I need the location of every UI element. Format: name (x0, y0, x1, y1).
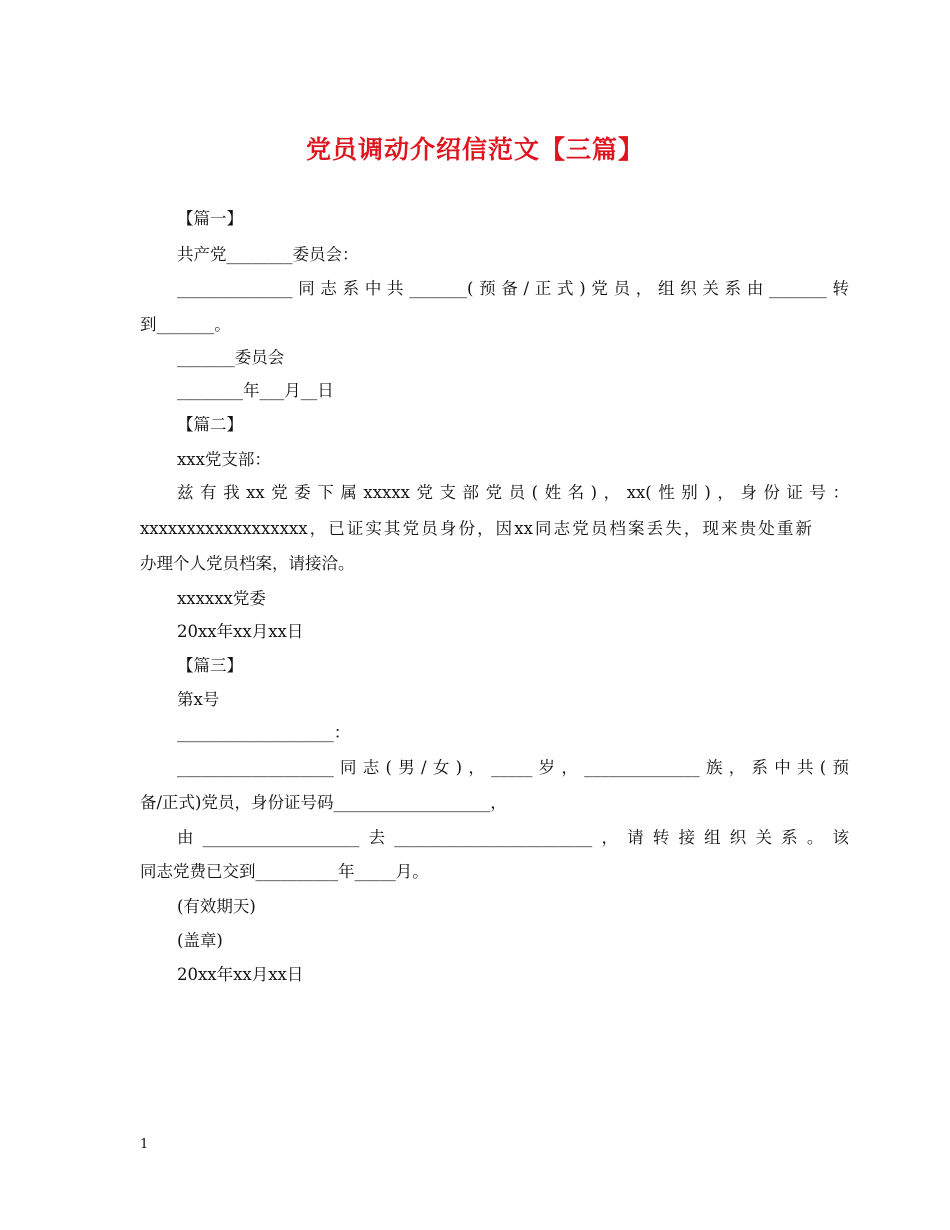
section-heading-2: 【篇二】 (177, 415, 243, 434)
letter-salutation-3: ___________________： (177, 723, 351, 742)
letter-seal-3: (盖章) (177, 931, 223, 950)
letter-number-3: 第x号 (177, 690, 220, 709)
letter-date-1: ________年___月__日 (177, 381, 334, 400)
letter-body-1-line-1: ______________同志系中共_______(预备/正式)党员，组织关系由_______转 (177, 279, 849, 298)
letter-date-2: 20xx年xx月xx日 (177, 622, 304, 641)
letter-body-3-line-3: 由___________________去________________________，请转接组织关系。该 (177, 828, 849, 847)
letter-body-1-line-2: 到_______。 (140, 315, 231, 334)
letter-signature-1: _______委员会 (177, 348, 285, 367)
letter-body-3-line-4: 同志党费已交到__________年_____月。 (140, 862, 429, 881)
letter-body-3-line-2: 备/正式)党员，身份证号码___________________， (140, 793, 507, 812)
letter-body-2-line-3: 办理个人党员档案，请接洽。 (140, 554, 355, 573)
letter-signature-2: xxxxxx党委 (177, 589, 266, 608)
section-heading-3: 【篇三】 (177, 656, 243, 675)
letter-body-3-line-1: ___________________同志(男/女)，_____岁，______________族，系中共(预 (177, 758, 849, 777)
document-title: 党员调动介绍信范文【三篇】 (305, 135, 644, 164)
section-heading-1: 【篇一】 (177, 209, 243, 228)
letter-salutation-1: 共产党________委员会： (177, 245, 359, 264)
letter-body-2-line-1: 兹有我xx党委下属xxxxx党支部党员(姓名)，xx(性别)，身份证号： (177, 483, 849, 502)
page-number: 1 (140, 1137, 149, 1152)
letter-date-3: 20xx年xx月xx日 (177, 965, 304, 984)
letter-validity-3: (有效期天) (177, 897, 256, 916)
letter-body-2-line-2: xxxxxxxxxxxxxxxxxx，已证实其党员身份，因xx同志党员档案丢失，现来贵处重新 (140, 519, 812, 538)
letter-salutation-2: xxx党支部： (177, 450, 271, 469)
